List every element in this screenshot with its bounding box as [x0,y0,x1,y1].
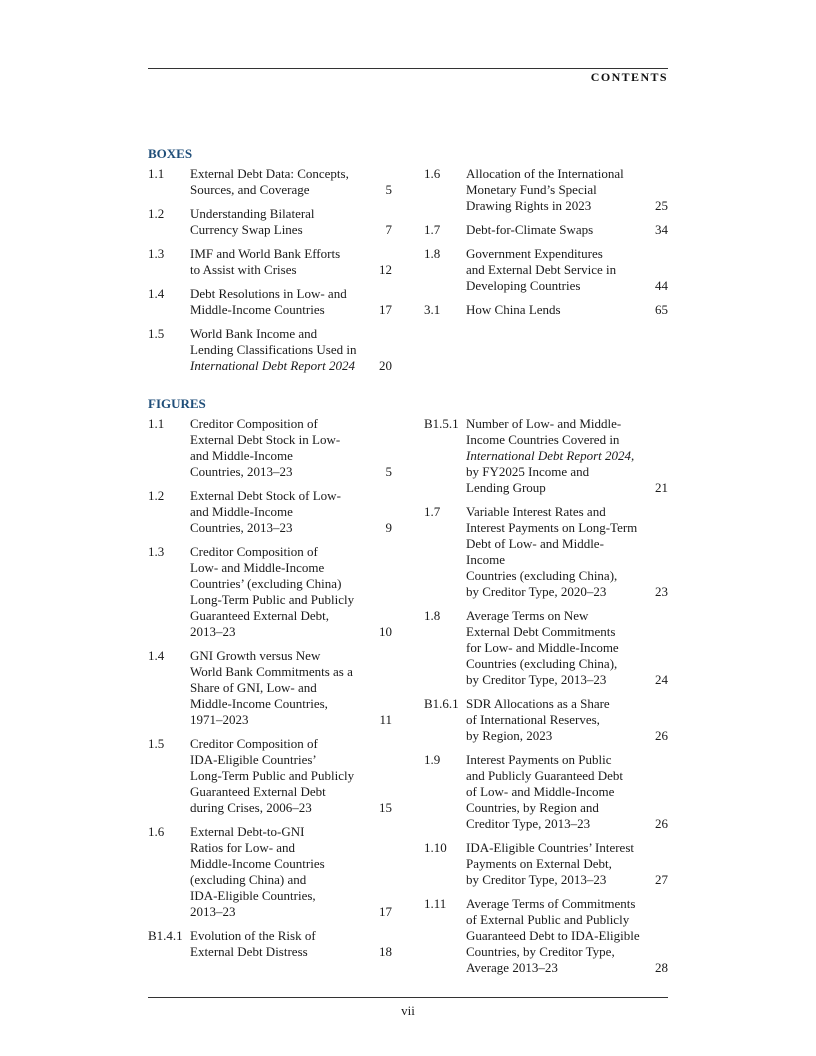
entry-title-line: Middle-Income Countries, [190,696,328,711]
entry-title-line: External Debt-to-GNI [190,824,305,839]
toc-entry[interactable] [148,166,396,198]
entry-title-line: SDR Allocations as a Share [466,696,610,711]
entry-title-line: External Debt Distress [190,944,308,959]
entry-title [466,222,638,238]
entry-number: 1.7 [424,504,441,519]
entry-title [190,206,362,238]
entry-page: 5 [385,464,392,479]
entry-number: B1.5.1 [424,416,459,431]
entry-title-line: of External Public and Publicly [466,912,630,927]
entry-page: 17 [379,302,392,317]
entry-title-line: IDA-Eligible Countries, [190,888,316,903]
entry-title-line: by FY2025 Income and [466,464,590,479]
entry-title [466,696,638,744]
entry-title [190,544,362,640]
entry-title-line: by Creditor Type, 2013–23 [466,672,607,687]
entry-number: 1.4 [148,648,165,663]
entry-title [466,302,638,318]
entry-title [190,736,362,816]
entry-title-line: IMF and World Bank Efforts [190,246,341,261]
entry-page: 7 [385,222,392,237]
toc-entry[interactable] [424,608,672,688]
entry-title [190,824,362,920]
entry-title-line: Low- and Middle-Income [190,560,325,575]
entry-title [190,246,362,278]
entry-title-line: and External Debt Service in [466,262,617,277]
entry-title-line: Long-Term Public and Publicly [190,592,355,607]
entry-title-line: Countries’ (excluding China) [190,576,342,591]
entry-number: 1.11 [424,896,447,911]
footer-rule [148,997,668,998]
entry-number: 1.9 [424,752,441,767]
entry-title-line: Creditor Type, 2013–23 [466,816,591,831]
entry-title [190,648,362,728]
entry-title-line: 1971–2023 [190,712,249,727]
entry-number: 1.8 [424,246,441,261]
entry-title-line: by Creditor Type, 2020–23 [466,584,607,599]
entry-title-line: External Debt Data: Concepts, [190,166,349,181]
entry-title-line: Developing Countries [466,278,581,293]
toc-entry[interactable] [424,302,672,318]
toc-entry[interactable] [424,752,672,832]
entry-title-line: International Debt Report 2024 [190,358,356,373]
entry-title [466,246,638,294]
entry-title [466,166,652,214]
entry-number: 1.5 [148,326,165,341]
entry-title-line: Evolution of the Risk of [190,928,316,943]
entry-title-line: Debt Resolutions in Low- and [190,286,347,301]
entry-title-line: and Middle-Income [190,504,293,519]
entry-title-line: Countries (excluding China), [466,656,618,671]
entry-title-line: External Debt Stock in Low- [190,432,341,447]
entry-title-line: Countries, by Creditor Type, [466,944,615,959]
toc-entry[interactable] [148,488,396,536]
entry-number: 3.1 [424,302,441,317]
entry-title-line: Payments on External Debt, [466,856,612,871]
entry-title-line: External Debt Commitments [466,624,616,639]
toc-entry[interactable] [424,246,672,294]
entry-title-line: and Middle-Income [190,448,293,463]
running-head: CONTENTS [590,70,668,84]
entry-title-line: Understanding Bilateral [190,206,315,221]
toc-entry[interactable] [424,166,672,214]
entry-title-line: Creditor Composition of [190,544,318,559]
entry-title-line: for Low- and Middle-Income [466,640,619,655]
entry-number: 1.1 [148,416,165,431]
toc-entry[interactable] [424,222,672,238]
toc-entry[interactable] [148,326,396,374]
boxes-heading: BOXES [148,146,193,161]
page-number: vii [401,1003,415,1018]
entry-title-line: Ratios for Low- and [190,840,296,855]
entry-page: 20 [379,358,392,373]
toc-entry[interactable] [424,840,672,888]
entry-page: 10 [379,624,392,639]
entry-title [190,928,362,960]
entry-title-line: (excluding China) and [190,872,307,887]
entry-title-line: World Bank Commitments as a [190,664,353,679]
entry-page: 9 [385,520,392,535]
entry-page: 11 [379,712,392,727]
entry-title-line: Debt-for-Climate Swaps [466,222,594,237]
entry-page: 25 [655,198,668,213]
entry-page: 18 [379,944,392,959]
entry-title-line: IDA-Eligible Countries’ Interest [466,840,634,855]
entry-title-line: Countries, 2013–23 [190,464,293,479]
header-rule [148,68,668,69]
entry-title-line: Long-Term Public and Publicly [190,768,355,783]
entry-page: 65 [655,302,668,317]
figures-left-column [148,416,396,968]
entry-title-line: Currency Swap Lines [190,222,303,237]
toc-entry[interactable] [424,416,672,496]
entry-title-line: Debt of Low- and Middle-Income [466,536,604,567]
entry-title-line: Lending Classifications Used in [190,342,357,357]
entry-title-line: by Creditor Type, 2013–23 [466,872,607,887]
entry-page: 28 [655,960,668,975]
toc-entry[interactable] [148,928,396,960]
toc-entry[interactable] [148,544,396,640]
entry-page: 17 [379,904,392,919]
entry-number: B1.6.1 [424,696,459,711]
toc-entry[interactable] [424,896,672,976]
entry-title-line: by Region, 2023 [466,728,553,743]
entry-title-line: IDA-Eligible Countries’ [190,752,317,767]
entry-title-line: Guaranteed Debt to IDA-Eligible [466,928,640,943]
entry-number: 1.7 [424,222,441,237]
entry-number: 1.4 [148,286,165,301]
entry-page: 26 [655,816,668,831]
entry-title-line: Creditor Composition of [190,736,318,751]
entry-title [466,896,652,976]
entry-title-line: of International Reserves, [466,712,600,727]
entry-title [190,326,376,374]
entry-title-line: Interest Payments on Public [466,752,612,767]
entry-title-line: Monetary Fund’s Special [466,182,597,197]
toc-entry[interactable] [148,736,396,816]
entry-page: 15 [379,800,392,815]
entry-title-line: GNI Growth versus New [190,648,321,663]
entry-page: 5 [385,182,392,197]
figures-heading: FIGURES [148,396,206,411]
figures-right-column [424,416,672,984]
toc-entry[interactable] [148,286,396,318]
boxes-right-column [424,166,672,326]
entry-title-line: Drawing Rights in 2023 [466,198,592,213]
entry-page: 23 [655,584,668,599]
entry-title-line: to Assist with Crises [190,262,297,277]
entry-title [466,416,652,496]
entry-number: 1.6 [424,166,441,181]
entry-number: 1.6 [148,824,165,839]
entry-title-line: of Low- and Middle-Income [466,784,615,799]
entry-title [190,286,362,318]
entry-number: 1.1 [148,166,165,181]
entry-title [190,166,362,198]
entry-title-line: Income Countries Covered in [466,432,620,447]
entry-number: 1.5 [148,736,165,751]
entry-title-line: Government Expenditures [466,246,603,261]
entry-number: 1.3 [148,246,165,261]
entry-title-line: Interest Payments on Long-Term [466,520,638,535]
entry-title-line: Countries, 2013–23 [190,520,293,535]
entry-page: 27 [655,872,668,887]
entry-number: 1.8 [424,608,441,623]
entry-title-line: 2013–23 [190,904,236,919]
entry-title-line: World Bank Income and [190,326,318,341]
entry-number: 1.3 [148,544,165,559]
entry-title [466,840,652,888]
entry-title-line: Average Terms on New [466,608,589,623]
entry-title-line: Lending Group [466,480,546,495]
toc-entry[interactable] [148,246,396,278]
entry-number: B1.4.1 [148,928,183,943]
entry-title-line: Average 2013–23 [466,960,558,975]
entry-title [466,608,638,688]
entry-title-line: Guaranteed External Debt [190,784,326,799]
entry-number: 1.10 [424,840,447,855]
entry-title-line: Creditor Composition of [190,416,318,431]
entry-number: 1.2 [148,206,165,221]
boxes-left-column [148,166,396,382]
entry-page: 21 [655,480,668,495]
toc-entry[interactable] [148,824,396,920]
entry-title-line: Allocation of the International [466,166,624,181]
entry-title-line: Countries, by Region and [466,800,599,815]
entry-number: 1.2 [148,488,165,503]
entry-title [190,488,362,536]
toc-entry[interactable] [148,416,396,480]
entry-title-line: Middle-Income Countries [190,302,325,317]
entry-title-line: External Debt Stock of Low- [190,488,341,503]
entry-title-line: Average Terms of Commitments [466,896,636,911]
entry-page: 34 [655,222,668,237]
toc-entry[interactable] [424,696,672,744]
entry-title-line: Middle-Income Countries [190,856,325,871]
toc-entry[interactable] [148,648,396,728]
entry-title-line: and Publicly Guaranteed Debt [466,768,624,783]
entry-title [466,752,638,832]
entry-title-line: Number of Low- and Middle- [466,416,622,431]
entry-title-line: International Debt Report 2024, [466,448,635,463]
entry-page: 26 [655,728,668,743]
entry-title-line: during Crises, 2006–23 [190,800,312,815]
entry-title [190,416,362,480]
entry-title-line: Variable Interest Rates and [466,504,606,519]
entry-page: 12 [379,262,392,277]
entry-title-line: 2013–23 [190,624,236,639]
toc-entry[interactable] [424,504,672,600]
entry-title-line: Share of GNI, Low- and [190,680,317,695]
entry-title-line: Guaranteed External Debt, [190,608,329,623]
entry-page: 44 [655,278,668,293]
entry-page: 24 [655,672,668,687]
entry-title-line: Countries (excluding China), [466,568,618,583]
entry-title-line: Sources, and Coverage [190,182,310,197]
toc-entry[interactable] [148,206,396,238]
entry-title-line: How China Lends [466,302,561,317]
entry-title [466,504,638,600]
